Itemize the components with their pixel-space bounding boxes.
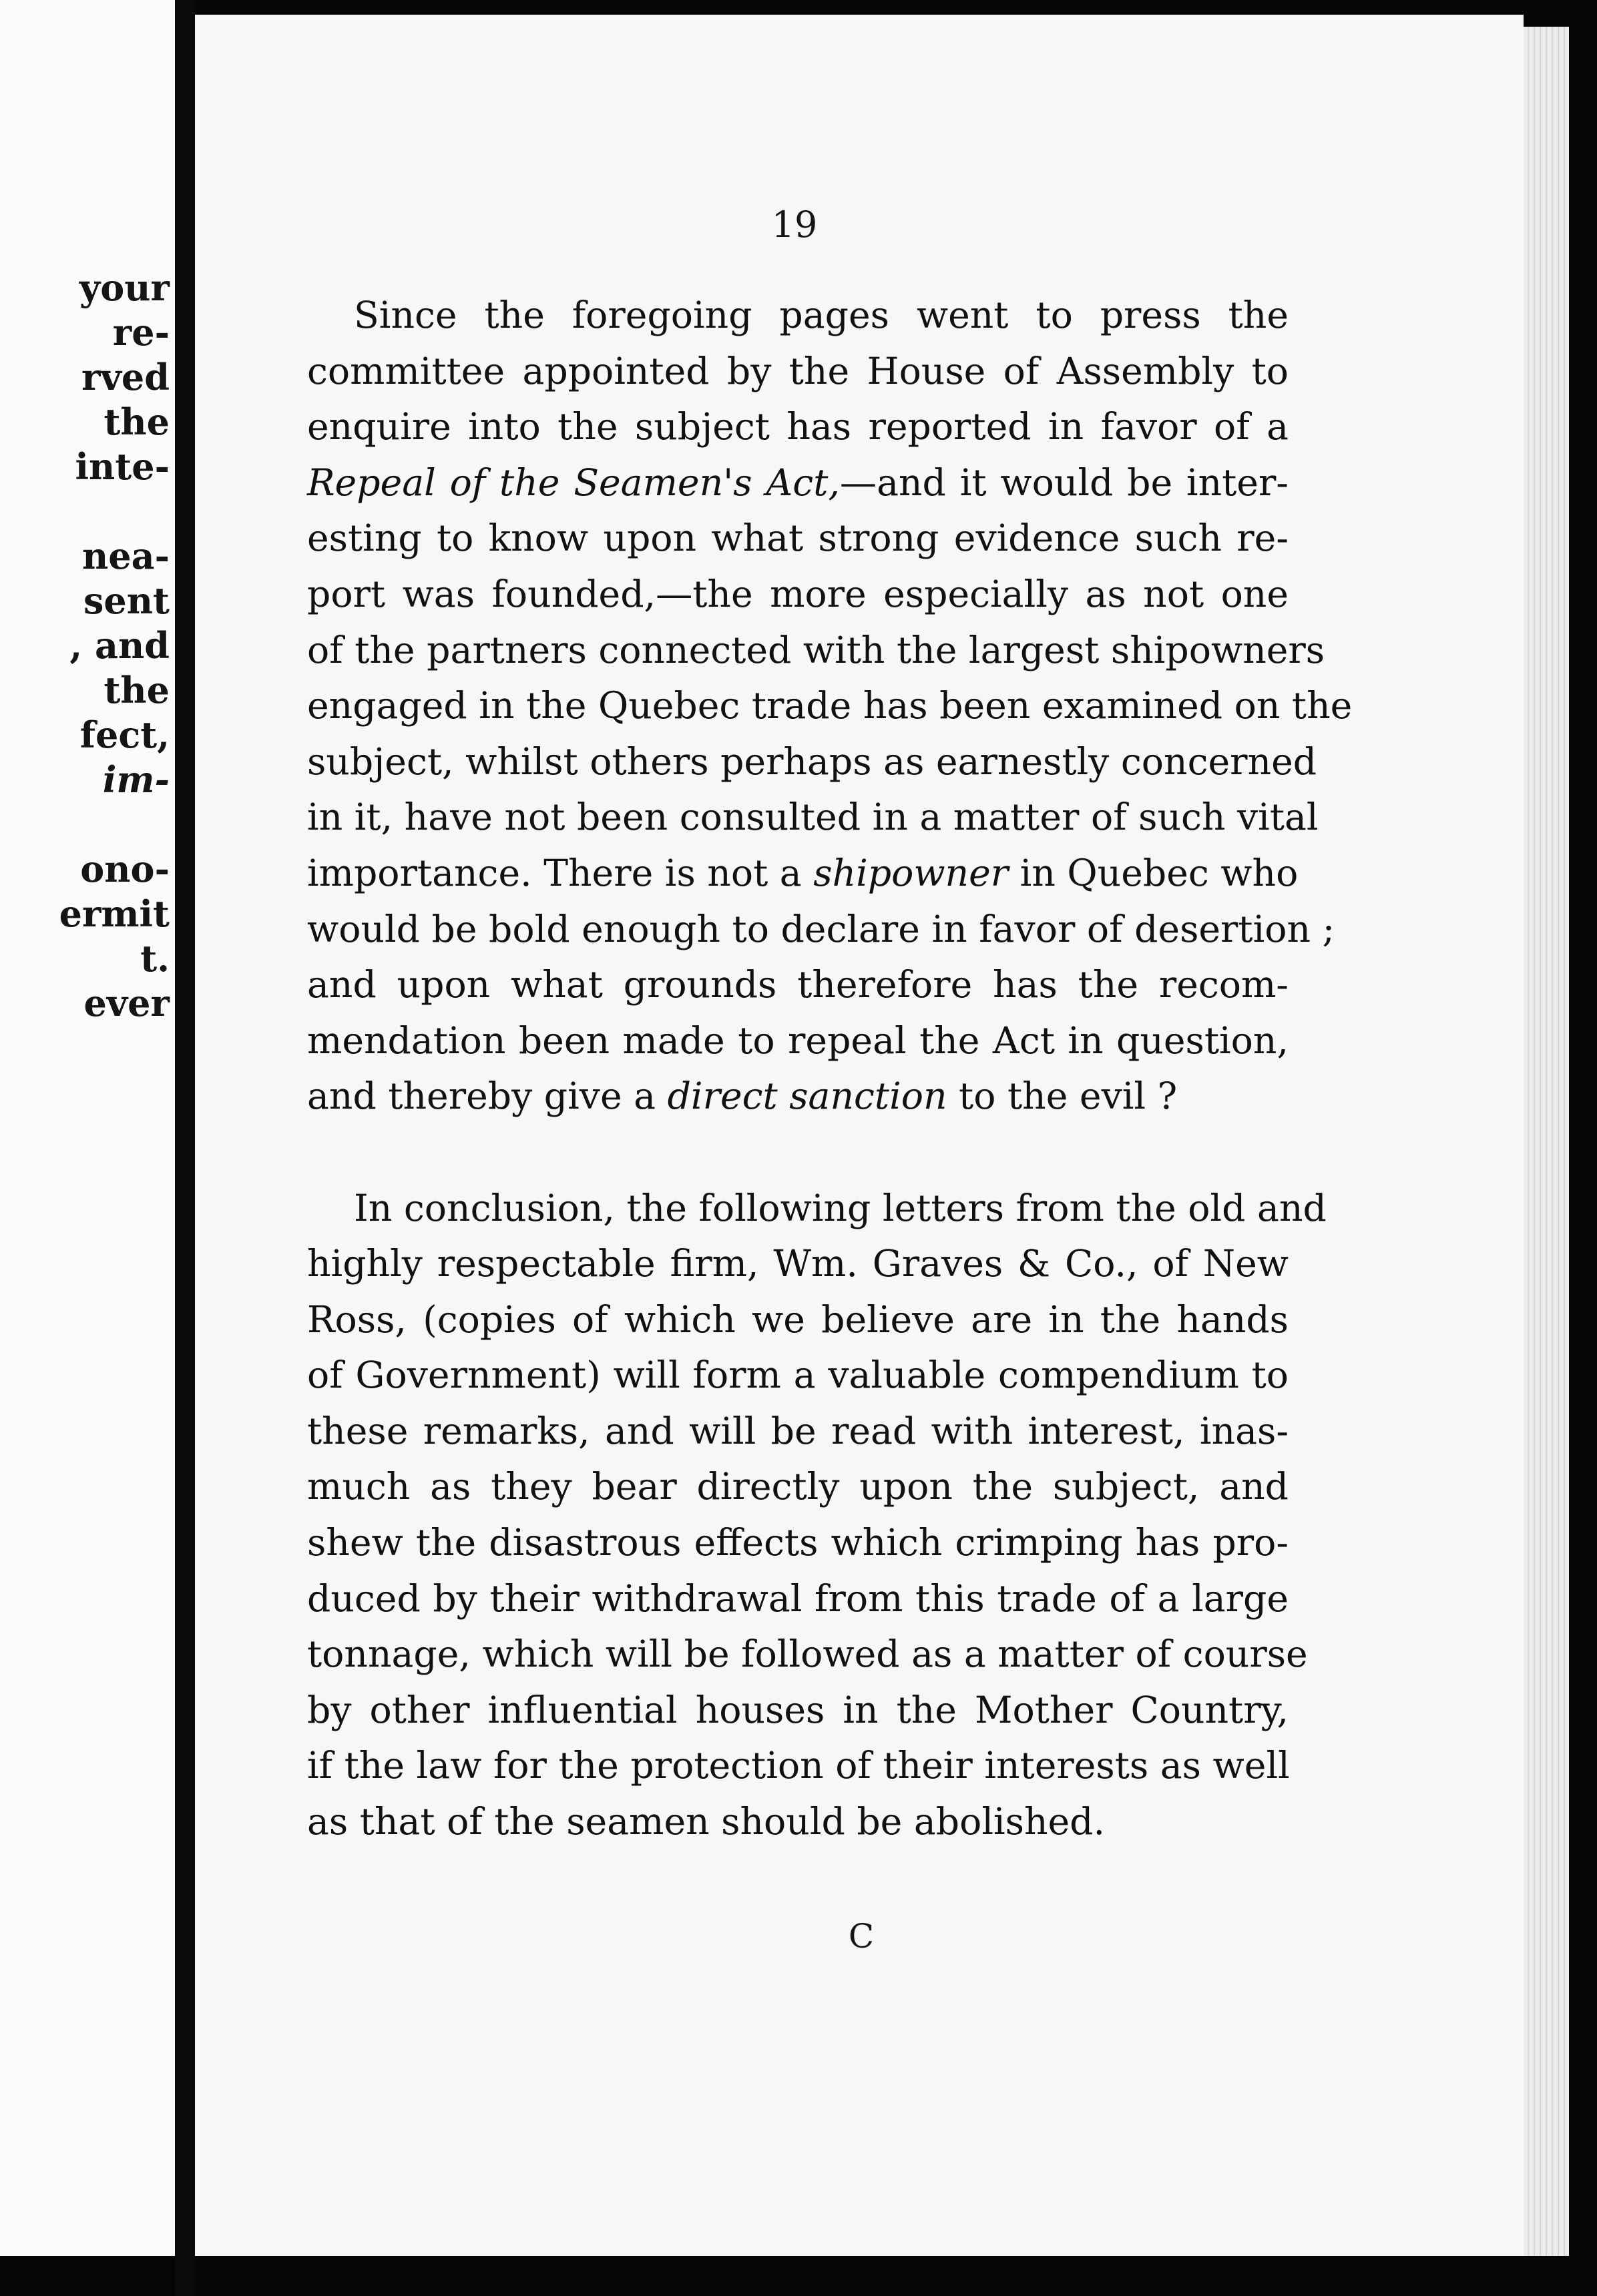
text-line: engaged in the Quebec trade has been examined on the: [307, 685, 1353, 728]
italic-act-title: Repeal of the Seamen's Act,: [307, 461, 840, 505]
text-line: committee appointed by the House of Assembly to: [307, 350, 1289, 393]
italic-direct-sanction: direct sanction: [667, 1075, 947, 1119]
fragment-line: re-: [112, 311, 170, 354]
book-gutter: [175, 0, 195, 2296]
fragment-line: ermit: [59, 892, 170, 935]
fragment-line: , and: [69, 624, 170, 667]
page-stack-edge: [1524, 27, 1569, 2256]
fragment-italic: im-: [102, 758, 170, 801]
text-line: mendation been made to repeal the Act in question,: [307, 1019, 1289, 1063]
text-line: esting to know upon what strong evidence such re-: [307, 517, 1289, 561]
fragment-line: nea-: [81, 535, 170, 577]
fragment-line: the: [103, 400, 170, 443]
text-segment: to the evil ?: [947, 1075, 1178, 1119]
text-segment: importance. There is not a: [307, 852, 814, 895]
text-line: In conclusion, the following letters from the old and: [354, 1187, 1327, 1230]
text-line: and upon what grounds therefore has the recom-: [307, 964, 1289, 1007]
fragment-gap: [59, 802, 170, 847]
previous-page-line-ends: [59, 266, 170, 1026]
text-line: enquire into the subject has reported in favor of a: [307, 406, 1289, 449]
text-line: [307, 456, 1289, 512]
fragment-line: [59, 758, 170, 802]
text-line: shew the disastrous effects which crimping has pro-: [307, 1522, 1289, 1565]
previous-page-fragment: [0, 0, 175, 2256]
fragment-line: the: [103, 669, 170, 711]
text-line: [307, 846, 1299, 902]
signature-mark: C: [848, 1917, 875, 1956]
text-line: Ross, (copies of which we believe are in the hands: [307, 1298, 1289, 1342]
italic-shipowner: shipowner: [813, 852, 1009, 895]
text-line: subject, whilst others perhaps as earnestly concerned: [307, 740, 1317, 784]
fragment-line: rved: [81, 356, 170, 398]
text-segment: and thereby give a: [307, 1075, 668, 1119]
body-text: [307, 288, 1353, 1851]
fragment-line: inte-: [75, 445, 170, 488]
text-line: in it, have not been consulted in a matter of such vital: [307, 796, 1319, 840]
page-number: 19: [771, 204, 818, 246]
text-line: port was founded,—the more especially as not one: [307, 573, 1289, 616]
fragment-line: fect,: [79, 713, 170, 756]
text-line: [307, 1069, 1289, 1125]
fragment-line: ono-: [80, 848, 170, 890]
text-segment: in Quebec who: [1008, 852, 1299, 895]
text-line: of Government) will form a valuable compendium to: [307, 1354, 1289, 1398]
text-line: by other influential houses in the Mother Country,: [307, 1689, 1289, 1732]
text-line: duced by their withdrawal from this trade of a large: [307, 1577, 1289, 1621]
fragment-line: t.: [140, 937, 170, 980]
text-line: much as they bear directly upon the subject, and: [307, 1466, 1289, 1509]
text-line: if the law for the protection of their interests as well: [307, 1745, 1290, 1788]
text-line: of the partners connected with the largest shipowners: [307, 629, 1325, 672]
fragment-line: ever: [83, 982, 170, 1025]
text-segment: —and it would be inter-: [839, 461, 1289, 505]
text-line: these remarks, and will be read with interest, inas-: [307, 1410, 1289, 1453]
fragment-gap: [59, 489, 170, 534]
fragment-line: your: [79, 266, 170, 309]
text-line: highly respectable firm, Wm. Graves & Co., of New: [307, 1243, 1289, 1286]
text-line: as that of the seamen should be abolished.: [307, 1801, 1106, 1844]
text-line: Since the foregoing pages went to press the: [354, 294, 1289, 337]
fragment-line: sent: [83, 579, 170, 622]
text-line: tonnage, which will be followed as a matter of course: [307, 1633, 1308, 1677]
text-line: would be bold enough to declare in favor of desertion ;: [307, 908, 1335, 951]
